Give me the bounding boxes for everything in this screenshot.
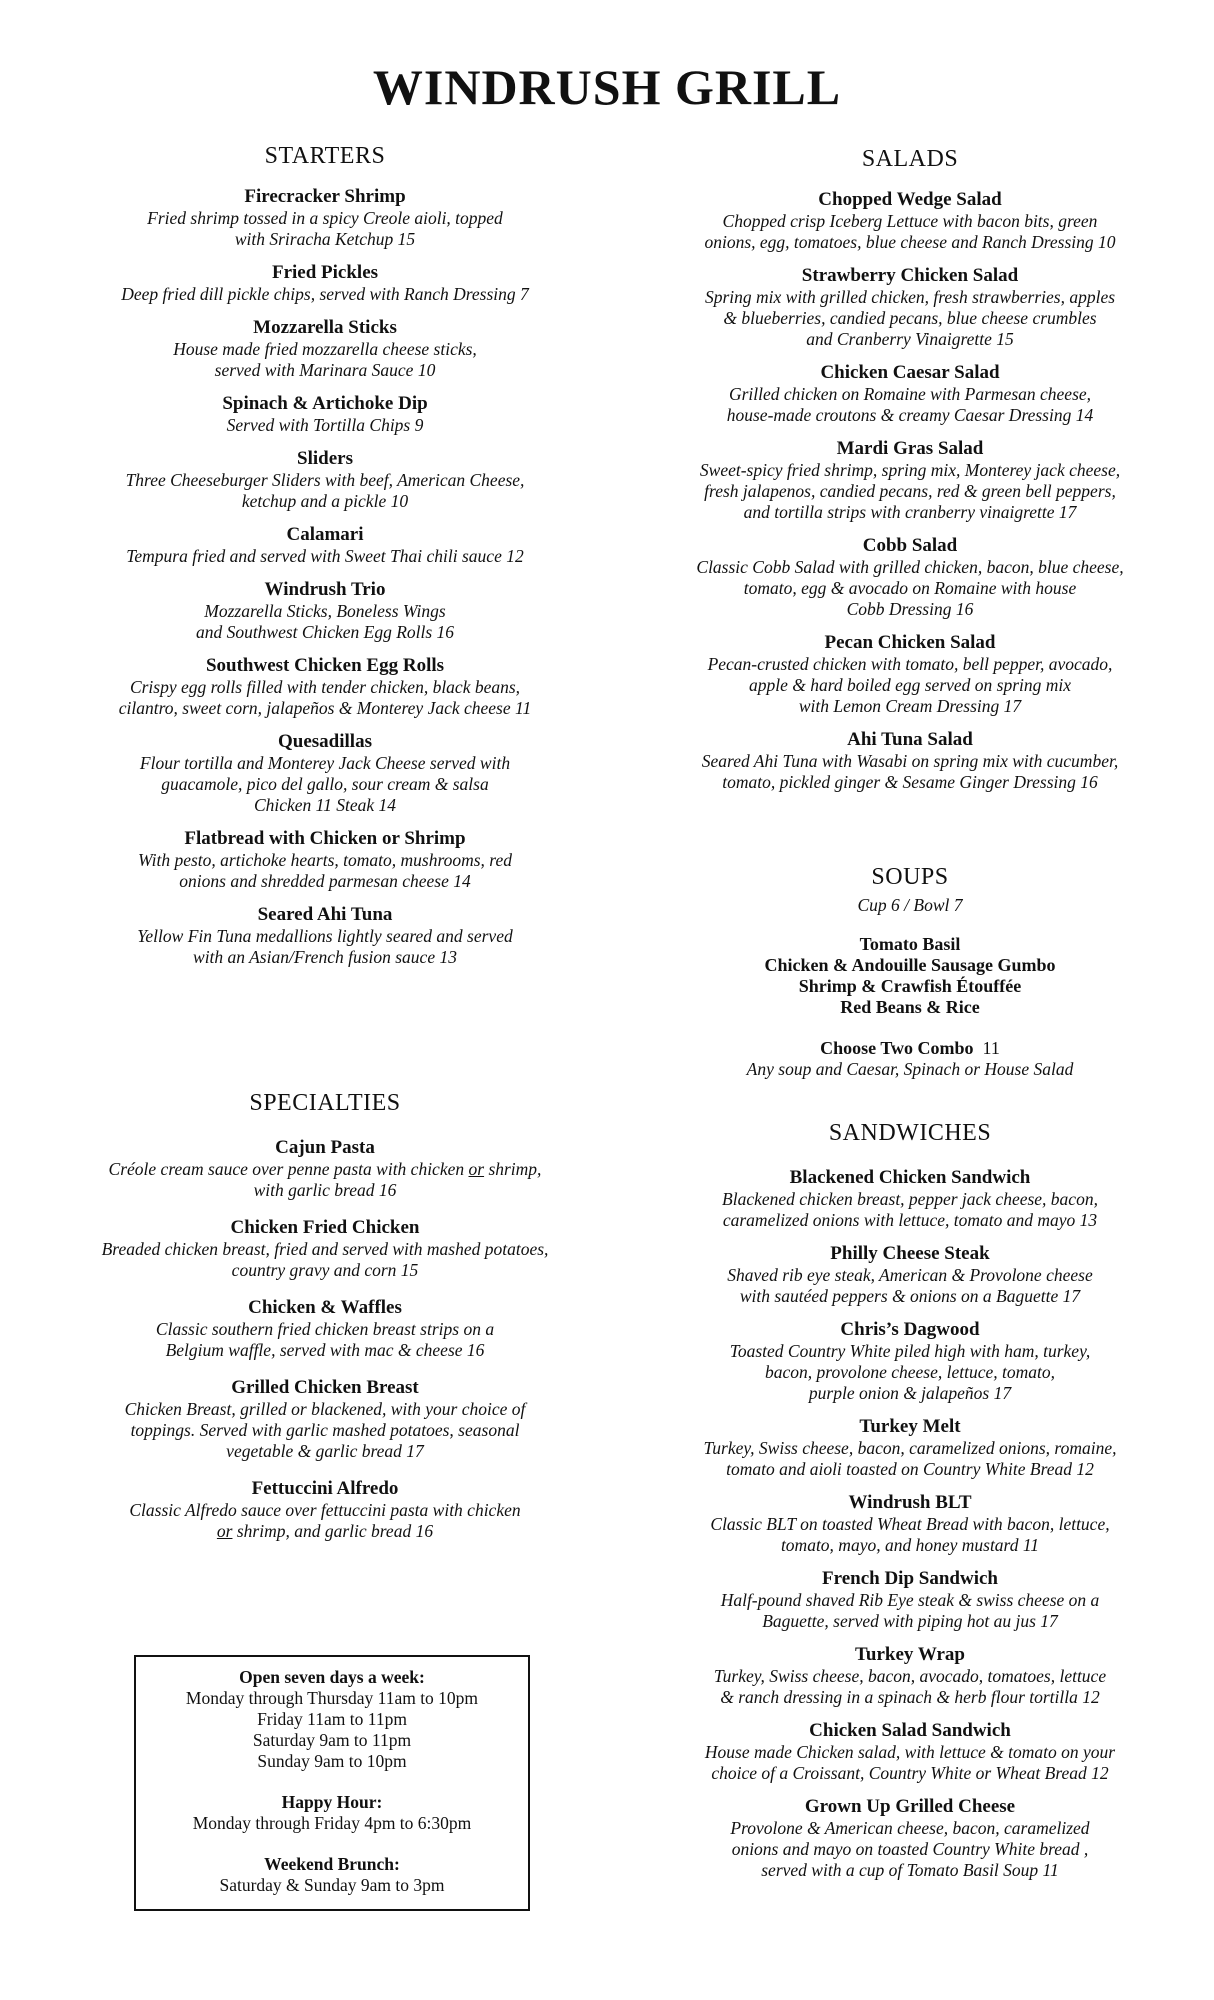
hours-line: Saturday 9am to 11pm <box>252 1730 412 1750</box>
menu-item <box>640 438 1180 523</box>
restaurant-title: WINDRUSH GRILL <box>372 59 842 115</box>
item-desc: Classic Cobb Salad with grilled chicken, bacon, blue cheese, tomato, egg & avocado on Romaine with house Cobb Dressing 16 <box>696 557 1124 619</box>
soup-item: Red Beans & Rice <box>840 997 980 1017</box>
item-desc: Shaved rib eye steak, American & Provolone cheese with sautéed peppers & onions on a Baguette 17 <box>727 1265 1093 1306</box>
item-desc: Three Cheeseburger Sliders with beef, American Cheese, ketchup and a pickle 10 <box>125 470 525 511</box>
item-name: Firecracker Shrimp <box>244 186 406 207</box>
soups-heading: SOUPS <box>871 864 949 890</box>
sandwiches-heading: SANDWICHES <box>828 1120 992 1146</box>
item-name: Flatbread with Chicken or Shrimp <box>184 828 466 849</box>
item-name: Mozzarella Sticks <box>253 317 397 338</box>
menu-item <box>640 1492 1180 1556</box>
menu-item <box>60 1297 590 1361</box>
menu-item <box>60 731 590 816</box>
item-name: Windrush Trio <box>264 579 386 600</box>
menu-item <box>640 632 1180 717</box>
item-desc: Crispy egg rolls filled with tender chicken, black beans, cilantro, sweet corn, jalapeños & Monterey Jack cheese 11 <box>118 677 532 718</box>
hours-line: Monday through Thursday 11am to 10pm <box>185 1688 479 1708</box>
menu-item <box>640 1243 1180 1307</box>
menu-item <box>60 828 590 892</box>
menu-item <box>60 655 590 719</box>
soup-item: Shrimp & Crawfish Étouffée <box>798 976 1022 996</box>
item-name: Seared Ahi Tuna <box>257 904 393 925</box>
soups-section <box>640 864 1180 1080</box>
combo-name: Choose Two Combo <box>820 1038 974 1058</box>
item-desc: Mozzarella Sticks, Boneless Wings and Southwest Chicken Egg Rolls 16 <box>195 601 455 642</box>
happy-hour-line: Monday through Friday 4pm to 6:30pm <box>192 1813 472 1833</box>
menu-item <box>640 1796 1180 1881</box>
item-desc: Tempura fried and served with Sweet Thai chili sauce 12 <box>126 546 524 566</box>
item-name: Chicken Salad Sandwich <box>809 1720 1011 1741</box>
item-name: Grilled Chicken Breast <box>231 1377 419 1398</box>
item-desc: Toasted Country White piled high with ham, turkey, bacon, provolone cheese, lettuce, tomato, purple onion & jalapeños 17 <box>729 1341 1091 1403</box>
menu-item <box>640 1319 1180 1404</box>
item-name: Calamari <box>286 524 364 545</box>
menu-item <box>60 1478 590 1542</box>
item-name: French Dip Sandwich <box>822 1568 998 1589</box>
menu-item <box>640 1167 1180 1231</box>
item-name: Strawberry Chicken Salad <box>801 265 1019 286</box>
menu-item <box>60 262 590 305</box>
item-desc: House made fried mozzarella cheese sticks, served with Marinara Sauce 10 <box>173 339 477 380</box>
menu-item <box>60 393 590 436</box>
item-desc: Classic BLT on toasted Wheat Bread with bacon, lettuce, tomato, mayo, and honey mustard 11 <box>710 1514 1110 1555</box>
item-desc: With pesto, artichoke hearts, tomato, mushrooms, red onions and shredded parmesan cheese 14 <box>138 850 512 891</box>
salads-section <box>640 146 1180 805</box>
combo-price: 11 <box>982 1038 1000 1058</box>
item-name: Ahi Tuna Salad <box>847 729 973 750</box>
menu-item <box>640 189 1180 253</box>
brunch-heading: Weekend Brunch: <box>264 1854 400 1874</box>
item-name: Windrush BLT <box>848 1492 972 1513</box>
hours-box <box>134 1655 530 1911</box>
menu-item <box>60 186 590 250</box>
menu-item <box>640 729 1180 793</box>
menu-item <box>640 1568 1180 1632</box>
item-name: Cobb Salad <box>862 535 958 556</box>
soups-price: Cup 6 / Bowl 7 <box>857 895 963 915</box>
menu-item <box>640 535 1180 620</box>
item-name: Chicken & Waffles <box>248 1297 402 1318</box>
desc-part: shrimp, and garlic bread 16 <box>232 1521 434 1541</box>
menu-item <box>60 448 590 512</box>
item-desc: Turkey, Swiss cheese, bacon, avocado, tomatoes, lettuce & ranch dressing in a spinach & herb flour tortilla 12 <box>713 1666 1107 1707</box>
hours-line: Sunday 9am to 10pm <box>257 1751 407 1771</box>
item-desc: Served with Tortilla Chips 9 <box>226 415 424 435</box>
item-desc <box>60 1159 590 1201</box>
desc-part: Classic Alfredo sauce over fettuccini pasta with chicken <box>129 1500 521 1520</box>
item-desc: Flour tortilla and Monterey Jack Cheese served with guacamole, pico del gallo, sour cream & salsa Chicken 11 Steak 14 <box>139 753 511 815</box>
combo-desc: Any soup and Caesar, Spinach or House Salad <box>746 1059 1074 1079</box>
item-desc: Breaded chicken breast, fried and served with mashed potatoes, country gravy and corn 15 <box>101 1239 549 1280</box>
specialties-section <box>60 1090 590 1554</box>
item-desc: Chopped crisp Iceberg Lettuce with bacon bits, green onions, egg, tomatoes, blue cheese and Ranch Dressing 10 <box>704 211 1116 252</box>
menu-item <box>640 265 1180 350</box>
hours-line: Friday 11am to 11pm <box>257 1709 407 1729</box>
starters-heading: STARTERS <box>264 143 386 169</box>
item-name: Mardi Gras Salad <box>836 438 984 459</box>
item-name: Chicken Caesar Salad <box>820 362 1000 383</box>
item-desc: Provolone & American cheese, bacon, caramelized onions and mayo on toasted Country White bread , served with a cup of Tomato Basil Soup 11 <box>730 1818 1090 1880</box>
item-name: Spinach & Artichoke Dip <box>222 393 428 414</box>
menu-item <box>60 524 590 567</box>
menu-item <box>60 317 590 381</box>
brunch-line: Saturday & Sunday 9am to 3pm <box>219 1875 445 1895</box>
menu-item <box>60 579 590 643</box>
item-name: Southwest Chicken Egg Rolls <box>205 655 445 676</box>
menu-item <box>640 1720 1180 1784</box>
item-desc <box>60 1500 590 1542</box>
item-name: Turkey Wrap <box>855 1644 965 1665</box>
item-name: Sliders <box>297 448 353 469</box>
combo-line <box>640 1038 1180 1059</box>
menu-item <box>60 1137 590 1201</box>
open-heading: Open seven days a week: <box>239 1667 425 1687</box>
happy-hour-heading: Happy Hour: <box>281 1792 383 1812</box>
item-desc: Half-pound shaved Rib Eye steak & swiss cheese on a Baguette, served with piping hot au jus 17 <box>720 1590 1100 1631</box>
sandwiches-section <box>640 1120 1180 1893</box>
item-name: Philly Cheese Steak <box>830 1243 990 1264</box>
item-name: Chicken Fried Chicken <box>230 1217 420 1238</box>
item-name: Chopped Wedge Salad <box>818 189 1002 210</box>
item-name: Turkey Melt <box>859 1416 961 1437</box>
item-name: Chris’s Dagwood <box>840 1319 980 1340</box>
item-desc: Grilled chicken on Romaine with Parmesan cheese, house-made croutons & creamy Caesar Dressing 14 <box>726 384 1094 425</box>
desc-part: shrimp, with garlic bread 16 <box>253 1159 542 1200</box>
menu-item <box>640 1644 1180 1708</box>
starters-section <box>60 143 590 980</box>
item-desc: Classic southern fried chicken breast strips on a Belgium waffle, served with mac & cheese 16 <box>155 1319 495 1360</box>
soup-item: Chicken & Andouille Sausage Gumbo <box>764 955 1056 975</box>
item-desc: Pecan-crusted chicken with tomato, bell pepper, avocado, apple & hard boiled egg served on spring mix with Lemon Cream Dressing 17 <box>707 654 1113 716</box>
menu-item <box>640 1416 1180 1480</box>
item-desc: House made Chicken salad, with lettuce & tomato on your choice of a Croissant, Country White or Wheat Bread 12 <box>704 1742 1116 1783</box>
soup-item: Tomato Basil <box>859 934 961 954</box>
item-name: Blackened Chicken Sandwich <box>789 1167 1031 1188</box>
menu-item <box>60 1377 590 1462</box>
item-desc: Blackened chicken breast, pepper jack cheese, bacon, caramelized onions with lettuce, tomato and mayo 13 <box>722 1189 1098 1230</box>
item-desc: Yellow Fin Tuna medallions lightly seared and served with an Asian/French fusion sauce 13 <box>137 926 513 967</box>
desc-part: Créole cream sauce over penne pasta with chicken <box>108 1159 469 1179</box>
item-name: Quesadillas <box>278 731 372 752</box>
item-name: Fettuccini Alfredo <box>251 1478 399 1499</box>
menu-item <box>60 1217 590 1281</box>
salads-heading: SALADS <box>861 146 959 172</box>
item-desc: Turkey, Swiss cheese, bacon, caramelized onions, romaine, tomato and aioli toasted on Country White Bread 12 <box>703 1438 1117 1479</box>
item-desc: Spring mix with grilled chicken, fresh strawberries, apples & blueberries, candied pecans, blue cheese crumbles and Cranberry Vinaigrette 15 <box>704 287 1116 349</box>
item-name: Pecan Chicken Salad <box>824 632 996 653</box>
desc-or: or <box>468 1159 485 1179</box>
item-desc: Seared Ahi Tuna with Wasabi on spring mix with cucumber, tomato, pickled ginger & Sesame Ginger Dressing 16 <box>701 751 1119 792</box>
specialties-heading: SPECIALTIES <box>249 1090 401 1116</box>
item-name: Cajun Pasta <box>275 1137 375 1158</box>
menu-item <box>60 904 590 968</box>
item-desc: Fried shrimp tossed in a spicy Creole aioli, topped with Sriracha Ketchup 15 <box>147 208 503 249</box>
item-name: Grown Up Grilled Cheese <box>804 1796 1016 1817</box>
item-desc: Sweet-spicy fried shrimp, spring mix, Monterey jack cheese, fresh jalapenos, candied pecans, red & green bell peppers, and tortilla strips with cranberry vinaigrette 17 <box>699 460 1121 522</box>
desc-or: or <box>216 1521 233 1541</box>
item-desc: Chicken Breast, grilled or blackened, with your choice of toppings. Served with garlic mashed potatoes, seasonal vegetable & garlic bread 17 <box>124 1399 526 1461</box>
item-desc: Deep fried dill pickle chips, served with Ranch Dressing 7 <box>121 284 529 304</box>
item-name: Fried Pickles <box>271 262 379 283</box>
menu-item <box>640 362 1180 426</box>
